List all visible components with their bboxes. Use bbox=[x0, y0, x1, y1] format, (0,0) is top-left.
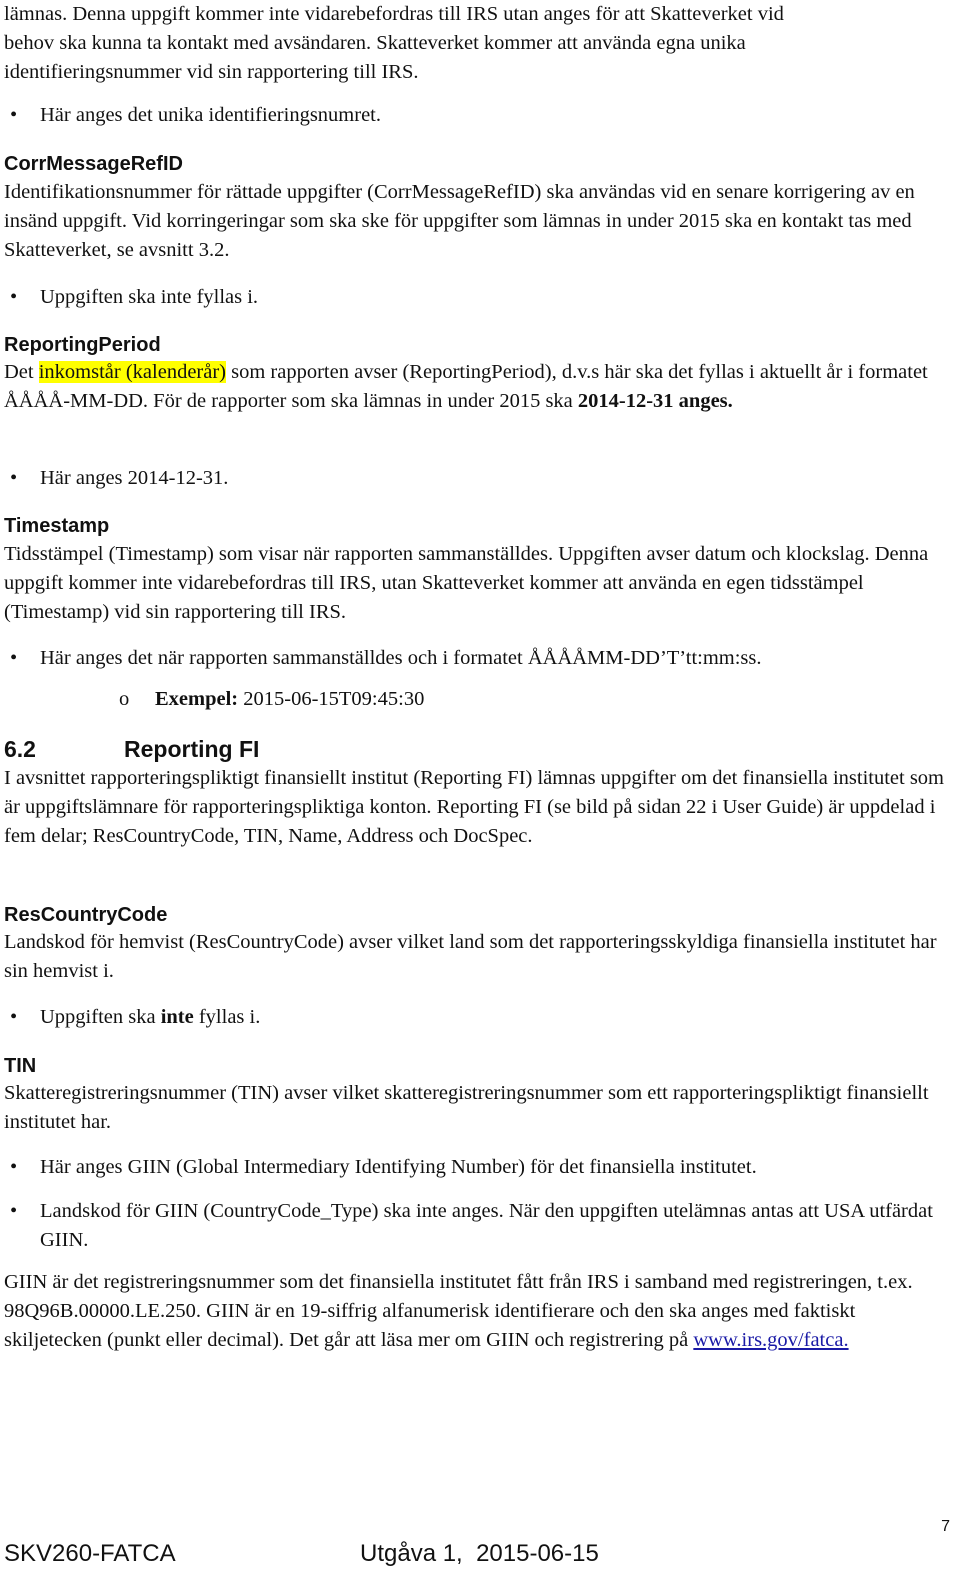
rescountry-bullet: • Uppgiften ska inte fyllas i. bbox=[4, 1003, 954, 1032]
reporting-period-heading: ReportingPeriod bbox=[4, 334, 161, 356]
footer-edition: Utgåva 1, 2015-06-15 bbox=[360, 1540, 599, 1567]
intro-bullet: • Här anges det unika identifieringsnumret. bbox=[4, 101, 954, 130]
bullet-dot: • bbox=[10, 1200, 18, 1222]
bullet-dot: • bbox=[10, 104, 18, 126]
timestamp-paragraph: Tidsstämpel (Timestamp) som visar när rapporten sammanställdes. Uppgiften avser datum och klockslag. Denna uppgift kommer inte vidarebefordras till IRS, utan Skatteverket kommer att använda en egen tidsstämpel (Timestamp) vid sin rapportering till IRS. bbox=[4, 543, 929, 623]
bullet-dot: • bbox=[10, 286, 18, 308]
corr-paragraph: Identifikationsnummer för rättade uppgifter (CorrMessageRefID) ska användas vid en senare korrigering av en insänd uppgift. Vid korringeringar som ska ske för uppgifter som lämnas in under 2015 ska en kontakt tas med Skatteverket, se avsnitt 3.2. bbox=[4, 181, 915, 261]
timestamp-heading: Timestamp bbox=[4, 515, 110, 537]
bold-date: 2014-12-31 anges. bbox=[577, 390, 733, 412]
tin-bullet-countrycode: • Landskod för GIIN (CountryCode_Type) ska inte anges. När den uppgiften utelämnas antas att USA utfärdat GIIN. bbox=[4, 1197, 954, 1255]
highlighted-text: inkomstår (kalenderår) bbox=[38, 361, 226, 383]
corr-heading: CorrMessageRefID bbox=[4, 153, 183, 175]
section-heading bbox=[4, 735, 954, 763]
bullet-dot: • bbox=[10, 1006, 18, 1028]
giin-paragraph: GIIN är det registreringsnummer som det finansiella institutet fått från IRS i samband med registreringen, t.ex. 98Q96B.00000.LE.250. GIIN är en 19-siffrig alfanumerisk identifierare och den ska anges med faktiskt skiljetecken (punkt eller decimal). Det går att läsa mer om GIIN och registrering på www.irs.gov/fatca. bbox=[4, 1271, 913, 1351]
reporting-period-paragraph: Det inkomstår (kalenderår) som rapporten avser (ReportingPeriod), d.v.s här ska det fyllas i aktuellt år i formatet ÅÅÅÅ-MM-DD. För de rapporter som ska lämnas in under 2015 ska 2014-12-31 anges. bbox=[4, 361, 928, 412]
page-number: 7 bbox=[941, 1518, 950, 1535]
tin-paragraph: Skatteregistreringsnummer (TIN) avser vilket skatteregistreringsnummer som ett rapporteringspliktigt finansiellt institutet har. bbox=[4, 1082, 929, 1133]
bullet-dot: • bbox=[10, 467, 18, 489]
intro-line-3: identifieringsnummer vid sin rapportering till IRS. bbox=[4, 61, 419, 83]
timestamp-bullet: • Här anges det när rapporten sammanställdes och i formatet ÅÅÅÅMM-DD’T’tt:mm:ss. bbox=[4, 644, 954, 673]
section-paragraph: I avsnittet rapporteringspliktigt finansiellt institut (Reporting FI) lämnas uppgifter om det finansiella institutet som är uppgiftslämnare för rapporteringspliktiga konton. Reporting FI (se bild på sidan 22 i User Guide) är uppdelad i fem delar; ResCountryCode, TIN, Name, Address och DocSpec. bbox=[4, 767, 944, 847]
tin-bullet-giin: • Här anges GIIN (Global Intermediary Identifying Number) för det finansiella institutet. bbox=[4, 1153, 954, 1182]
section-title: Reporting FI bbox=[124, 736, 260, 762]
intro-line-2: behov ska kunna ta kontakt med avsändaren. Skatteverket kommer att använda egna unika bbox=[4, 32, 746, 54]
intro-paragraph bbox=[4, 0, 954, 87]
rescountry-paragraph: Landskod för hemvist (ResCountryCode) avser vilket land som det rapporteringsskyldiga finansiella institutet har sin hemvist i. bbox=[4, 931, 937, 982]
irs-fatca-link[interactable]: www.irs.gov/fatca. bbox=[693, 1329, 849, 1351]
example-value: 2015-06-15T09:45:30 bbox=[238, 688, 425, 710]
tin-heading: TIN bbox=[4, 1055, 37, 1077]
sub-bullet-marker: o bbox=[119, 688, 130, 710]
section-number: 6.2 bbox=[4, 736, 36, 762]
reporting-period-bullet: • Här anges 2014-12-31. bbox=[4, 464, 954, 493]
timestamp-example bbox=[119, 685, 954, 714]
footer-doc-id: SKV260-FATCA bbox=[4, 1540, 176, 1567]
example-label: Exempel: bbox=[155, 688, 239, 710]
bullet-dot: • bbox=[10, 1156, 18, 1178]
corr-bullet: • Uppgiften ska inte fyllas i. bbox=[4, 283, 954, 312]
bullet-dot: • bbox=[10, 647, 18, 669]
intro-line-1: lämnas. Denna uppgift kommer inte vidarebefordras till IRS utan anges för att Skatteverket vid bbox=[4, 3, 784, 25]
rescountry-heading: ResCountryCode bbox=[4, 904, 168, 926]
